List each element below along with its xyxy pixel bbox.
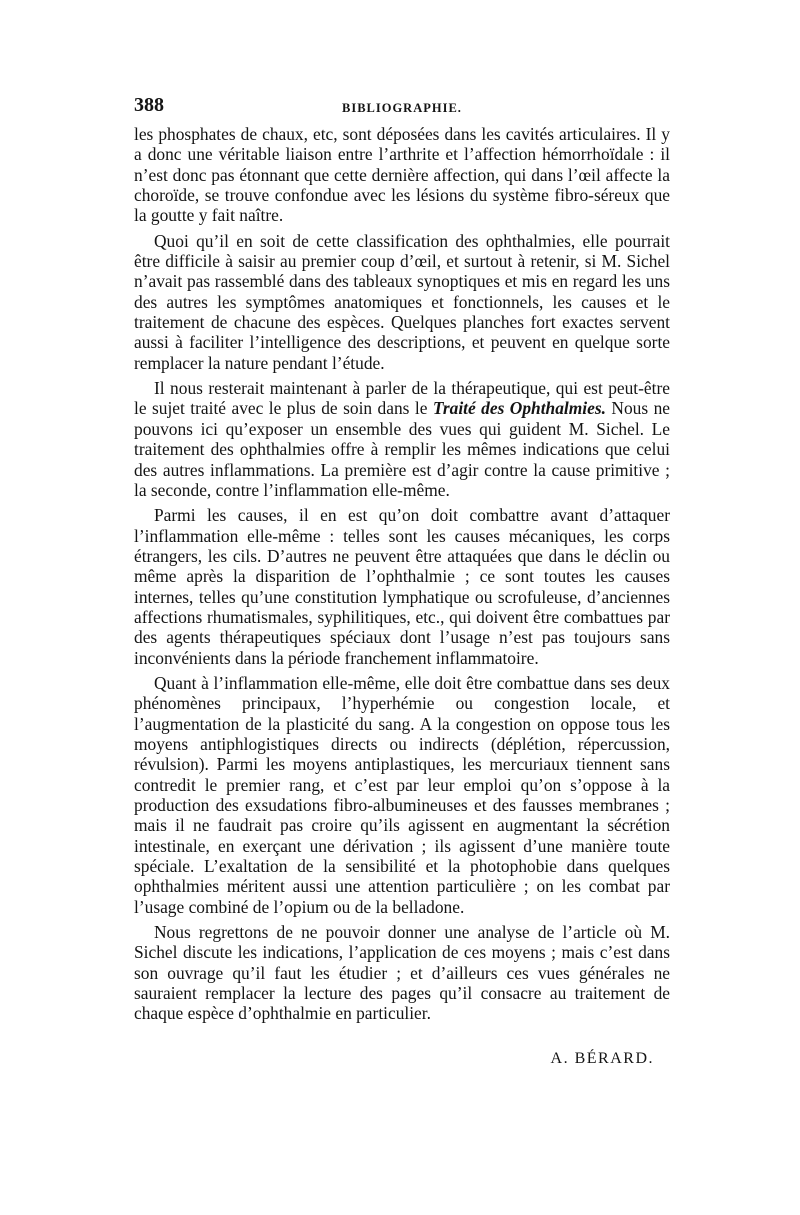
running-head xyxy=(134,94,670,124)
paragraph-2: Quoi qu’il en soit de cette classification des ophthalmies, elle pourrait être difficile à saisir au premier coup d’œil, et surtout à retenir, si M. Sichel n’avait pas rassemblé dans des tableaux synoptiques et mis en regard les uns des autres les symptômes anatomiques et fonctionnels, les causes et le traitement de chacune des espèces. Quelques planches fort exactes servent aussi à faciliter l’intelligence des descriptions, et peuvent en quelque sorte remplacer la nature pendant l’étude. xyxy=(134,230,670,373)
body-text xyxy=(134,124,670,1024)
paragraph-3 xyxy=(134,378,670,500)
paragraph-6: Nous regrettons de ne pouvoir donner une analyse de l’article où M. Sichel discute les indications, l’application de ces moyens ; mais c’est dans son ouvrage qu’il faut les étudier ; et d’ailleurs ces vues générales ne sauraient remplacer la lecture des pages qu’il consacre au traitement de chaque espèce d’ophthalmie en particulier. xyxy=(134,922,670,1024)
paragraph-1: les phosphates de chaux, etc, sont déposées dans les cavités articulaires. Il y a donc une véritable liaison entre l’arthrite et l’affection hémorrhoïdale : il n’est donc pas étonnant que cette dernière affection, qui dans l’œil affecte la choroïde, se trouve confondue avec les lésions du système fibro-séreux que la goutte y fait naître. xyxy=(134,124,670,226)
paragraph-4: Parmi les causes, il en est qu’on doit combattre avant d’attaquer l’inflammation elle-même : telles sont les causes mécaniques, les corps étrangers, les cils. D’autres ne peuvent être attaquées que dans le déclin ou même après la disparition de l’ophthalmie ; ce sont toutes les causes internes, telles qu’une constitution lymphatique ou scrofuleuse, d’anciennes affections rhumatismales, syphilitiques, etc., qui doivent être combattues par des agents thérapeutiques spéciaux dont l’usage n’est pas toujours sans inconvénients dans la période franchement inflammatoire. xyxy=(134,505,670,668)
paragraph-3-text-before: Il nous resterait maintenant à parler de la thérapeutique, qui est peut-être le sujet traité avec le plus de soin dans le xyxy=(134,378,670,419)
paragraph-3-text-after: Nous ne pouvons ici qu’exposer un ensemble des vues qui guident M. Sichel. Le traitement des ophthalmies offre à remplir les mêmes indications que celui des autres inflammations. La première est d’agir contre la cause primitive ; la seconde, contre l’inflammation elle-même. xyxy=(134,398,670,500)
book-page xyxy=(134,94,670,1068)
paragraph-5: Quant à l’inflammation elle-même, elle doit être combattue dans ses deux phénomènes principaux, l’hyperhémie ou congestion locale, et l’augmentation de la plasticité du sang. A la congestion on oppose tous les moyens antiphlogistiques directs ou indirects (déplétion, répercussion, révulsion). Parmi les moyens antiplastiques, les mercuriaux tiennent sans contredit le premier rang, et c’est par leur emploi qu’on s’oppose à la production des exsudations fibro-albumineuses et des fausses membranes ; mais il ne faudrait pas croire qu’ils agissent en augmentant la sécrétion intestinale, en exerçant une dérivation ; ils agissent d’une manière toute spéciale. L’exaltation de la sensibilité et la photophobie dans quelques ophthalmies méritent aussi une attention particulière ; on les combat par l’usage combiné de l’opium ou de la belladone. xyxy=(134,672,670,917)
page-number: 388 xyxy=(134,94,164,116)
author-signature: A. BÉRARD. xyxy=(550,1049,654,1067)
book-title-italic: Traité des Ophthalmies. xyxy=(432,398,606,419)
running-title: BIBLIOGRAPHIE. xyxy=(342,101,462,115)
